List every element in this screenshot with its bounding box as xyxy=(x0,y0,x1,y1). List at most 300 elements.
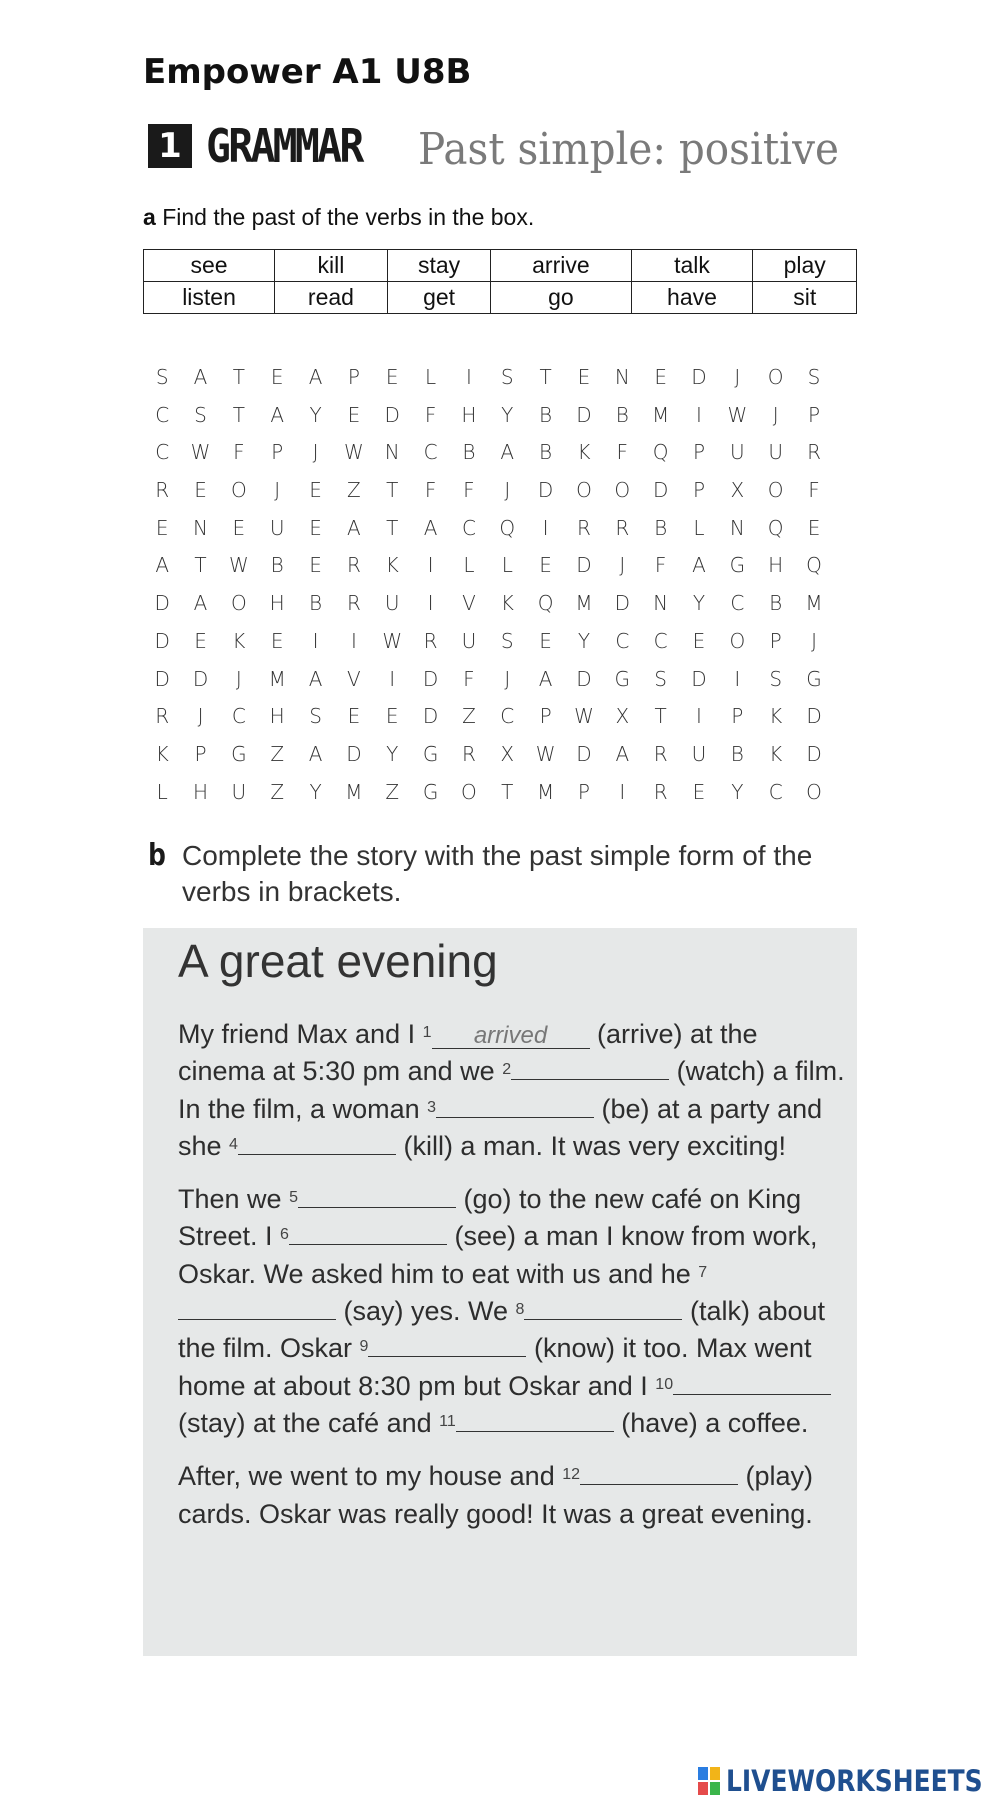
wordsearch-letter[interactable]: J xyxy=(504,478,511,503)
wordsearch-letter[interactable]: Q xyxy=(499,515,516,540)
wordsearch-letter[interactable]: J xyxy=(197,704,204,729)
wordsearch-letter[interactable]: K xyxy=(769,704,783,729)
verb-cell: sit xyxy=(753,282,857,314)
wordsearch-letter[interactable]: K xyxy=(769,741,783,766)
wordsearch-letter[interactable]: Z xyxy=(270,741,285,766)
wordsearch-letter[interactable]: Y xyxy=(731,779,744,804)
wordsearch-letter[interactable]: E xyxy=(194,478,207,503)
wordsearch-letter[interactable]: E xyxy=(347,704,361,729)
wordsearch-letter[interactable]: Z xyxy=(347,478,361,503)
wordsearch-letter[interactable]: W xyxy=(574,704,594,729)
wordsearch-letter[interactable]: W xyxy=(535,741,556,766)
wordsearch-letter[interactable]: F xyxy=(463,666,475,691)
wordsearch-letter[interactable]: S xyxy=(500,365,514,389)
wordsearch-letter[interactable]: R xyxy=(423,628,438,653)
wordsearch-letter[interactable]: K xyxy=(385,553,399,578)
section-topic: Past simple: positive xyxy=(418,124,839,175)
wordsearch-letter[interactable]: I xyxy=(696,402,702,427)
wordsearch-row xyxy=(143,704,833,742)
wordsearch-letter[interactable]: T xyxy=(386,515,399,540)
wordsearch-letter[interactable]: E xyxy=(385,704,399,729)
wordsearch-letter[interactable]: Q xyxy=(767,515,784,540)
document-title: Empower A1 U8B xyxy=(143,52,472,92)
wordsearch-letter[interactable]: I xyxy=(542,515,549,540)
wordsearch-letter[interactable]: B xyxy=(270,553,284,578)
wordsearch-letter[interactable]: D xyxy=(614,591,630,616)
wordsearch-letter[interactable]: M xyxy=(345,779,363,804)
wordsearch-letter[interactable]: E xyxy=(654,365,667,389)
wordsearch-letter[interactable]: C xyxy=(155,440,170,465)
wordsearch-letter[interactable]: U xyxy=(461,628,477,653)
liveworksheets-logo-icon xyxy=(698,1767,720,1795)
wordsearch-letter[interactable]: W xyxy=(228,553,249,578)
answer-blank-6[interactable] xyxy=(289,1222,447,1245)
wordsearch-letter[interactable]: O xyxy=(767,478,784,503)
wordsearch-letter[interactable]: G xyxy=(729,553,746,578)
wordsearch-letter[interactable]: W xyxy=(190,440,211,465)
story-text-segment: (see) a man I know from work, Oskar. We asked him to eat with us and he xyxy=(178,1221,818,1289)
story-text-segment: (go) to the new café on King Street. I xyxy=(178,1184,802,1252)
wordsearch-letter[interactable]: R xyxy=(807,440,821,465)
wordsearch-letter[interactable]: E xyxy=(309,478,322,503)
wordsearch-letter[interactable]: J xyxy=(811,628,817,653)
wordsearch-letter[interactable]: A xyxy=(193,365,208,389)
wordsearch-letter[interactable]: C xyxy=(461,515,476,540)
wordsearch-letter[interactable]: C xyxy=(653,628,668,653)
wordsearch-letter[interactable]: U xyxy=(768,440,783,465)
answer-blank-2[interactable] xyxy=(511,1057,669,1080)
wordsearch-letter[interactable]: N xyxy=(653,591,669,616)
wordsearch-letter[interactable]: E xyxy=(692,779,706,804)
wordsearch-letter[interactable]: P xyxy=(807,402,821,427)
wordsearch-letter[interactable]: T xyxy=(654,704,667,729)
instruction-a xyxy=(143,204,534,231)
verb-cell: kill xyxy=(275,250,388,282)
story-text-segment: (have) a coffee. xyxy=(613,1407,809,1438)
wordsearch-row xyxy=(143,516,833,554)
wordsearch-letter[interactable]: O xyxy=(806,779,822,804)
answer-blank-5[interactable] xyxy=(298,1185,456,1208)
wordsearch-letter[interactable]: O xyxy=(230,478,247,503)
wordsearch-letter[interactable]: E xyxy=(347,402,361,427)
wordsearch-letter[interactable]: E xyxy=(270,365,284,389)
wordsearch-letter[interactable]: D xyxy=(154,628,170,653)
story-paragraph-3 xyxy=(178,1458,848,1533)
wordsearch-letter[interactable]: B xyxy=(654,515,668,540)
wordsearch-row xyxy=(143,667,833,705)
story-paragraph-1 xyxy=(178,1016,848,1165)
wordsearch-letter[interactable]: Y xyxy=(386,741,399,766)
verb-cell: read xyxy=(275,282,388,314)
wordsearch-letter[interactable]: X xyxy=(730,478,745,503)
wordsearch-letter[interactable]: P xyxy=(271,440,284,465)
wordsearch-letter[interactable]: O xyxy=(614,478,631,503)
wordsearch-letter[interactable]: P xyxy=(347,365,360,389)
wordsearch-letter[interactable]: B xyxy=(615,402,629,427)
wordsearch-letter[interactable]: R xyxy=(461,741,476,766)
wordsearch-letter[interactable]: D xyxy=(576,666,592,691)
wordsearch-letter[interactable]: I xyxy=(427,591,434,616)
wordsearch-letter[interactable]: E xyxy=(807,515,821,540)
story-text-segment: My friend Max and I xyxy=(178,1019,423,1049)
wordsearch-letter[interactable]: D xyxy=(346,741,362,766)
gap-number: 11 xyxy=(439,1412,456,1430)
story-text xyxy=(178,1016,848,1533)
wordsearch-letter[interactable]: R xyxy=(653,741,668,766)
wordsearch-letter[interactable]: U xyxy=(231,779,247,804)
wordsearch-letter[interactable]: E xyxy=(194,628,207,653)
brand-name: LIVEWORKSHEETS xyxy=(726,1764,983,1798)
wordsearch-letter[interactable]: N xyxy=(729,515,745,540)
wordsearch-letter[interactable]: A xyxy=(615,741,630,766)
wordsearch-letter[interactable]: E xyxy=(385,365,399,389)
wordsearch-letter[interactable]: B xyxy=(730,741,744,766)
wordsearch-letter[interactable]: K xyxy=(577,440,591,465)
wordsearch-letter[interactable]: M xyxy=(268,666,286,691)
wordsearch-letter[interactable]: S xyxy=(769,666,783,691)
wordsearch-letter[interactable]: K xyxy=(155,741,169,766)
wordsearch-letter[interactable]: R xyxy=(346,553,361,578)
wordsearch-letter[interactable]: R xyxy=(346,591,361,616)
wordsearch-letter[interactable]: S xyxy=(194,402,207,427)
wordsearch-letter[interactable]: P xyxy=(539,704,552,729)
wordsearch-row xyxy=(143,440,833,478)
wordsearch-letter[interactable]: M xyxy=(805,591,823,616)
wordsearch-letter[interactable]: Z xyxy=(385,779,400,804)
wordsearch-letter[interactable]: R xyxy=(155,478,170,503)
answer-blank-7[interactable] xyxy=(178,1297,336,1320)
answer-blank-1[interactable]: arrived xyxy=(432,1024,590,1049)
wordsearch-grid[interactable] xyxy=(143,365,833,817)
verb-box-table xyxy=(143,249,857,314)
story-text-segment: Then we xyxy=(178,1184,290,1215)
wordsearch-letter[interactable]: N xyxy=(614,365,630,389)
wordsearch-letter[interactable]: T xyxy=(386,478,399,503)
wordsearch-letter[interactable]: F xyxy=(463,478,475,503)
wordsearch-letter[interactable]: E xyxy=(577,365,591,389)
wordsearch-letter[interactable]: N xyxy=(384,440,400,465)
wordsearch-letter[interactable]: I xyxy=(389,666,396,691)
wordsearch-letter[interactable]: W xyxy=(727,402,748,427)
wordsearch-letter[interactable]: A xyxy=(308,365,323,389)
wordsearch-letter[interactable]: G xyxy=(422,779,439,804)
answer-blank-3[interactable] xyxy=(436,1095,594,1118)
answer-blank-10[interactable] xyxy=(673,1372,831,1395)
wordsearch-letter[interactable]: A xyxy=(692,553,706,578)
wordsearch-letter[interactable]: H xyxy=(269,591,285,616)
wordsearch-letter[interactable]: B xyxy=(308,591,323,616)
wordsearch-letter[interactable]: F xyxy=(233,440,245,465)
wordsearch-letter[interactable]: U xyxy=(384,591,400,616)
gap-number: 4 xyxy=(229,1135,238,1153)
wordsearch-letter[interactable]: I xyxy=(734,666,741,691)
verb-cell: stay xyxy=(387,250,490,282)
story-title: A great evening xyxy=(178,935,498,987)
wordsearch-letter[interactable]: Q xyxy=(806,553,822,578)
section-word: GRAMMAR xyxy=(206,119,362,173)
wordsearch-letter[interactable]: E xyxy=(270,628,284,653)
wordsearch-letter[interactable]: T xyxy=(232,402,245,427)
wordsearch-letter[interactable]: G xyxy=(231,741,247,766)
wordsearch-letter[interactable]: J xyxy=(312,440,319,465)
wordsearch-letter[interactable]: G xyxy=(422,741,439,766)
wordsearch-letter[interactable]: A xyxy=(347,515,361,540)
wordsearch-letter[interactable]: E xyxy=(309,553,322,578)
wordsearch-letter[interactable]: S xyxy=(500,628,514,653)
story-text-segment: (say) yes. We xyxy=(336,1296,516,1327)
wordsearch-letter[interactable]: Q xyxy=(652,440,669,465)
wordsearch-letter[interactable]: R xyxy=(155,704,170,729)
wordsearch-letter[interactable]: R xyxy=(653,779,668,804)
wordsearch-letter[interactable]: A xyxy=(155,553,170,578)
verb-cell: see xyxy=(144,250,275,282)
wordsearch-letter[interactable]: P xyxy=(731,704,744,729)
wordsearch-letter[interactable]: G xyxy=(614,666,631,691)
wordsearch-letter[interactable]: V xyxy=(347,666,361,691)
wordsearch-letter[interactable]: V xyxy=(462,591,476,616)
wordsearch-letter[interactable]: N xyxy=(193,515,208,540)
wordsearch-letter[interactable]: J xyxy=(619,553,626,578)
gap-number: 3 xyxy=(427,1098,437,1116)
wordsearch-letter[interactable]: T xyxy=(194,553,207,578)
wordsearch-letter[interactable]: A xyxy=(308,666,323,691)
wordsearch-letter[interactable]: J xyxy=(235,666,242,691)
story-text-segment: (watch) a film. In the film, a woman xyxy=(178,1056,845,1124)
wordsearch-row xyxy=(143,780,833,818)
wordsearch-letter[interactable]: C xyxy=(423,440,438,465)
wordsearch-letter[interactable]: B xyxy=(539,440,553,465)
story-text-segment: (arrive) at the cinema at 5:30 pm and we xyxy=(178,1019,758,1087)
wordsearch-letter[interactable]: E xyxy=(539,628,552,653)
wordsearch-letter[interactable]: G xyxy=(806,666,822,691)
wordsearch-letter[interactable]: F xyxy=(424,478,437,503)
verb-cell: have xyxy=(631,282,753,314)
answer-blank-11[interactable] xyxy=(456,1409,614,1432)
wordsearch-letter[interactable]: C xyxy=(231,704,246,729)
wordsearch-letter[interactable]: D xyxy=(806,704,822,729)
wordsearch-letter[interactable]: U xyxy=(730,440,745,465)
wordsearch-letter[interactable]: H xyxy=(461,402,477,427)
wordsearch-letter[interactable]: D xyxy=(691,365,707,389)
wordsearch-letter[interactable]: K xyxy=(500,591,514,616)
story-text-segment: (play) cards. Oskar was really good! It was a great evening. xyxy=(178,1461,814,1529)
wordsearch-letter[interactable]: D xyxy=(576,741,592,766)
wordsearch-letter[interactable]: I xyxy=(350,628,357,653)
verb-row xyxy=(144,282,857,314)
wordsearch-letter[interactable]: D xyxy=(154,666,170,691)
wordsearch-letter[interactable]: K xyxy=(232,628,246,653)
wordsearch-letter[interactable]: Y xyxy=(501,402,514,427)
wordsearch-letter[interactable]: J xyxy=(772,402,779,427)
story-text-segment: (kill) a man. It was very exciting! xyxy=(395,1130,787,1161)
wordsearch-letter[interactable]: D xyxy=(192,666,209,691)
answer-blank-9[interactable] xyxy=(368,1334,526,1357)
wordsearch-letter[interactable]: U xyxy=(691,741,707,766)
story-text-segment: (talk) about the film. Oskar xyxy=(178,1296,826,1364)
section-number: 1 xyxy=(148,124,192,168)
wordsearch-letter[interactable]: P xyxy=(692,478,706,503)
wordsearch-letter[interactable]: U xyxy=(269,515,285,540)
wordsearch-letter[interactable]: A xyxy=(270,402,285,427)
wordsearch-letter[interactable]: Y xyxy=(692,591,706,616)
wordsearch-letter[interactable]: W xyxy=(382,628,403,653)
wordsearch-letter[interactable]: O xyxy=(230,591,247,616)
wordsearch-letter[interactable]: P xyxy=(769,628,782,653)
wordsearch-letter[interactable]: A xyxy=(423,515,438,540)
wordsearch-letter[interactable]: D xyxy=(691,666,707,691)
wordsearch-letter[interactable]: E xyxy=(309,515,322,540)
wordsearch-row xyxy=(143,553,833,591)
wordsearch-letter[interactable]: I xyxy=(427,553,434,578)
verb-cell: play xyxy=(753,250,857,282)
wordsearch-letter[interactable]: B xyxy=(769,591,783,616)
verb-cell: arrive xyxy=(491,250,631,282)
wordsearch-letter[interactable]: S xyxy=(654,666,667,691)
wordsearch-letter[interactable]: C xyxy=(615,628,630,653)
wordsearch-letter[interactable]: D xyxy=(576,402,592,427)
answer-blank-4[interactable] xyxy=(238,1132,396,1155)
gap-number: 12 xyxy=(562,1466,581,1484)
wordsearch-letter[interactable]: O xyxy=(767,365,784,389)
wordsearch-letter[interactable]: T xyxy=(501,779,514,804)
wordsearch-letter[interactable]: S xyxy=(309,704,322,729)
story-paragraph-2 xyxy=(178,1181,848,1442)
wordsearch-row xyxy=(143,742,833,780)
wordsearch-letter[interactable]: M xyxy=(575,591,593,616)
wordsearch-letter[interactable]: S xyxy=(155,365,169,389)
wordsearch-letter[interactable]: R xyxy=(615,515,630,540)
wordsearch-letter[interactable]: P xyxy=(692,440,706,465)
wordsearch-letter[interactable]: D xyxy=(806,741,822,766)
wordsearch-letter[interactable]: L xyxy=(463,553,475,578)
wordsearch-letter[interactable]: I xyxy=(619,779,626,804)
wordsearch-letter[interactable]: P xyxy=(194,741,207,766)
wordsearch-row xyxy=(143,478,833,516)
wordsearch-letter[interactable]: D xyxy=(154,591,170,616)
wordsearch-row xyxy=(143,629,833,667)
wordsearch-letter[interactable]: L xyxy=(425,365,437,389)
wordsearch-letter[interactable]: B xyxy=(462,440,476,465)
wordsearch-row xyxy=(143,365,833,403)
verb-cell: listen xyxy=(144,282,275,314)
wordsearch-letter[interactable]: Z xyxy=(462,704,476,729)
wordsearch-letter[interactable]: Y xyxy=(309,402,322,427)
wordsearch-letter[interactable]: D xyxy=(652,478,669,503)
wordsearch-letter[interactable]: J xyxy=(734,365,741,389)
liveworksheets-logo xyxy=(698,1764,1000,1798)
instruction-b-text: Complete the story with the past simple form of the verbs in brackets. xyxy=(182,840,813,907)
wordsearch-letter[interactable]: J xyxy=(274,478,281,503)
wordsearch-letter[interactable]: F xyxy=(654,553,667,578)
wordsearch-letter[interactable]: O xyxy=(576,478,592,503)
section-heading xyxy=(148,120,379,172)
wordsearch-letter[interactable]: M xyxy=(652,402,670,427)
gap-number: 2 xyxy=(502,1061,512,1079)
wordsearch-letter[interactable]: T xyxy=(232,365,245,389)
gap-number: 9 xyxy=(359,1338,369,1356)
story-text-segment: After, we went to my house and xyxy=(178,1461,563,1492)
wordsearch-letter[interactable]: H xyxy=(192,779,209,804)
wordsearch-letter[interactable]: E xyxy=(155,515,169,540)
wordsearch-letter[interactable]: E xyxy=(692,628,706,653)
gap-number: 5 xyxy=(289,1189,298,1207)
wordsearch-letter[interactable]: X xyxy=(615,704,630,729)
wordsearch-letter[interactable]: L xyxy=(156,779,168,804)
gap-number: 10 xyxy=(655,1375,674,1393)
wordsearch-letter[interactable]: D xyxy=(422,704,439,729)
wordsearch-letter[interactable]: S xyxy=(807,365,821,389)
wordsearch-letter[interactable]: B xyxy=(539,402,553,427)
wordsearch-letter[interactable]: O xyxy=(461,779,477,804)
wordsearch-letter[interactable]: L xyxy=(501,553,513,578)
wordsearch-letter[interactable]: A xyxy=(193,591,208,616)
wordsearch-letter[interactable]: E xyxy=(539,553,552,578)
verb-row xyxy=(144,250,857,282)
wordsearch-letter[interactable]: D xyxy=(422,666,439,691)
wordsearch-letter[interactable]: O xyxy=(729,628,746,653)
wordsearch-letter[interactable]: F xyxy=(616,440,629,465)
wordsearch-letter[interactable]: P xyxy=(577,779,590,804)
wordsearch-letter[interactable]: C xyxy=(500,704,515,729)
wordsearch-letter[interactable]: A xyxy=(500,440,515,465)
instruction-b-letter: b xyxy=(148,838,167,873)
instruction-b xyxy=(148,838,868,910)
wordsearch-letter[interactable]: Z xyxy=(270,779,285,804)
wordsearch-letter[interactable]: A xyxy=(308,741,323,766)
answer-blank-8[interactable] xyxy=(524,1297,682,1320)
gap-number: 8 xyxy=(515,1301,525,1319)
wordsearch-letter[interactable]: T xyxy=(539,365,552,389)
wordsearch-letter[interactable]: F xyxy=(424,402,437,427)
wordsearch-letter[interactable]: A xyxy=(538,666,553,691)
wordsearch-letter[interactable]: Y xyxy=(577,628,591,653)
wordsearch-letter[interactable]: C xyxy=(155,402,170,427)
instruction-a-text: Find the past of the verbs in the box. xyxy=(162,204,535,230)
wordsearch-row xyxy=(143,591,833,629)
wordsearch-letter[interactable]: C xyxy=(768,779,783,804)
wordsearch-letter[interactable]: F xyxy=(808,478,820,503)
wordsearch-letter[interactable]: C xyxy=(730,591,745,616)
wordsearch-letter[interactable]: H xyxy=(269,704,285,729)
instruction-a-letter: a xyxy=(143,204,156,230)
wordsearch-letter[interactable]: D xyxy=(537,478,554,503)
wordsearch-letter[interactable]: J xyxy=(504,666,511,691)
verb-cell: talk xyxy=(631,250,753,282)
wordsearch-letter[interactable]: H xyxy=(768,553,784,578)
wordsearch-letter[interactable]: D xyxy=(576,553,592,578)
story-panel xyxy=(143,928,857,1656)
wordsearch-letter[interactable]: R xyxy=(577,515,591,540)
wordsearch-row xyxy=(143,403,833,441)
wordsearch-letter[interactable]: M xyxy=(536,779,555,804)
wordsearch-letter[interactable]: L xyxy=(693,515,705,540)
wordsearch-letter[interactable]: W xyxy=(344,440,364,465)
gap-number: 1 xyxy=(422,1024,432,1041)
story-text-segment: (know) it too. Max went home at about 8:30 pm but Oskar and I xyxy=(178,1333,812,1401)
wordsearch-letter[interactable]: X xyxy=(500,741,515,766)
wordsearch-letter[interactable]: Q xyxy=(537,591,554,616)
wordsearch-letter[interactable]: I xyxy=(312,628,319,653)
wordsearch-letter[interactable]: Y xyxy=(309,779,322,804)
wordsearch-letter[interactable]: D xyxy=(384,402,400,427)
story-text-segment: (be) at a party and she xyxy=(178,1093,823,1161)
verb-cell: go xyxy=(491,282,631,314)
wordsearch-letter[interactable]: I xyxy=(696,704,702,729)
wordsearch-letter[interactable]: E xyxy=(232,515,246,540)
wordsearch-letter[interactable]: I xyxy=(465,365,472,389)
story-text-segment: (stay) at the café and xyxy=(178,1407,440,1438)
answer-blank-12[interactable] xyxy=(580,1462,738,1485)
